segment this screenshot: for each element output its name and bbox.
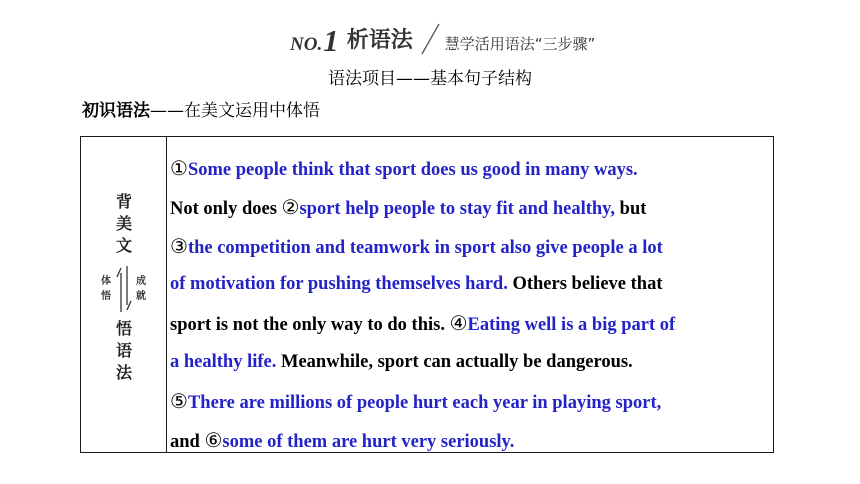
section-label <box>82 96 320 121</box>
plain-text: sport is not the only way to do this. <box>170 315 450 336</box>
passage-line <box>170 265 770 304</box>
bidirectional-arrow-icon <box>116 265 132 313</box>
side-top-text <box>81 191 167 257</box>
highlighted-sentence: of motivation for pushing themselves hard. <box>170 274 508 295</box>
side-small-char: 就 <box>136 291 146 302</box>
side-bottom-text <box>81 318 167 384</box>
section-label-bold: 初识语法 <box>82 101 150 121</box>
sentence-number: ③ <box>170 233 188 258</box>
passage-line <box>170 382 770 421</box>
highlighted-sentence: the competition and teamwork in sport also give people a lot <box>187 237 663 258</box>
plain-text: Meanwhile, sport can actually be dangerous. <box>276 351 633 372</box>
side-char: 背 <box>115 192 132 211</box>
side-panel <box>81 137 167 452</box>
section-title: 析语法 <box>346 28 413 53</box>
passage-box <box>80 136 774 453</box>
plain-text: but <box>615 198 647 219</box>
sentence-number: ① <box>170 156 188 180</box>
page-header <box>290 22 595 56</box>
passage-line <box>170 188 770 227</box>
plain-text: Others believe that <box>507 274 663 295</box>
side-left-small <box>99 274 113 304</box>
side-small-char: 成 <box>136 276 146 287</box>
highlighted-sentence: Some people think that sport does us good in many ways. <box>187 160 638 180</box>
header-subtitle: 慧学活用语法“三步骤” <box>444 35 596 53</box>
side-char: 法 <box>115 363 132 382</box>
slash-divider-icon <box>419 22 441 56</box>
passage-line <box>170 421 770 460</box>
passage-text <box>170 149 770 459</box>
highlighted-sentence: sport help people to stay fit and healthy, <box>299 198 616 219</box>
side-small-char: 体 <box>101 276 111 287</box>
section-number-prefix: NO. <box>290 34 323 55</box>
passage-line <box>170 227 770 266</box>
side-right-small <box>134 274 148 304</box>
topic-title: 语法项目——基本句子结构 <box>328 69 532 89</box>
highlighted-sentence: There are millions of people hurt each year in playing sport, <box>187 392 662 413</box>
sentence-number: ⑤ <box>170 388 188 413</box>
passage-line <box>170 149 770 188</box>
side-char: 美 <box>115 214 132 233</box>
highlighted-sentence: some of them are hurt very seriously. <box>222 431 515 452</box>
sentence-number: ④ <box>449 311 468 336</box>
section-number: 1 <box>323 23 339 58</box>
highlighted-sentence: Eating well is a big part of <box>467 315 676 336</box>
plain-text: and <box>170 431 205 452</box>
sentence-number: ② <box>281 194 300 219</box>
passage-line <box>170 304 770 343</box>
side-char: 悟 <box>115 319 132 338</box>
section-label-rest: ——在美文运用中体悟 <box>150 101 320 121</box>
plain-text: Not only does <box>170 198 282 219</box>
side-small-char: 悟 <box>101 291 111 302</box>
side-char: 文 <box>115 236 132 255</box>
side-char: 语 <box>115 341 132 360</box>
passage-line <box>170 343 770 382</box>
highlighted-sentence: a healthy life. <box>170 351 277 372</box>
sentence-number: ⑥ <box>204 427 223 452</box>
